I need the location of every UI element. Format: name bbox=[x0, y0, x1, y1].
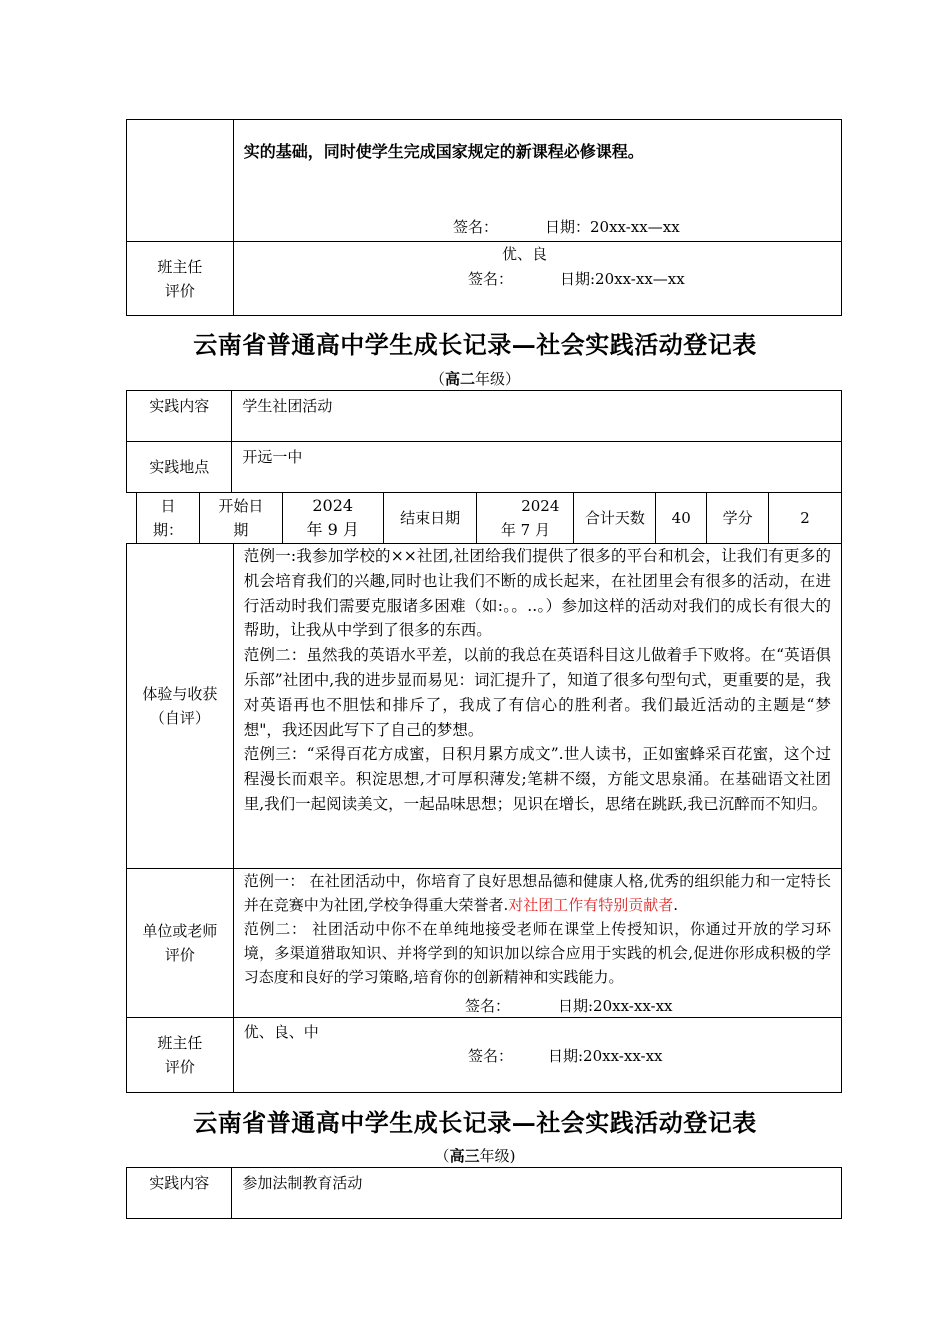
practice-location-label: 实践地点 bbox=[127, 442, 232, 493]
class-teacher-signature-label: 签名： bbox=[468, 270, 514, 288]
signature-label: 签名： bbox=[453, 218, 499, 236]
unit-eval-label bbox=[127, 869, 234, 1018]
experience-example-3: 范例三：“采得百花方成蜜，日积月累方成文”.世人读书，正如蜜蜂采百花蜜，这个过程漫长而艰辛。积淀思想,才可厚积薄发;笔耕不缀，方能文思泉涌。在基础语文社团里,我们一起阅读美文，一起品味思想；见识在增长，思绪在跳跃,我已沉醉而不知归。 bbox=[243, 745, 831, 813]
head-teacher-signature-label: 签名： bbox=[468, 1047, 514, 1065]
date-text: 日期：20xx-xx—xx bbox=[545, 218, 680, 236]
practice-content-label: 实践内容 bbox=[127, 391, 232, 442]
unit-eval-example-1-end: . bbox=[673, 896, 679, 914]
unit-eval-content bbox=[233, 869, 841, 1018]
experience-label-line2: （自评） bbox=[149, 709, 210, 727]
end-date-value bbox=[477, 493, 574, 544]
total-days-label: 合计天数 bbox=[574, 493, 656, 544]
date-row-table bbox=[136, 492, 842, 544]
class-teacher-grade: 优、良 bbox=[502, 245, 548, 263]
unit-eval-highlight: 对社团工作有特别贡献者 bbox=[508, 896, 674, 914]
experience-content bbox=[233, 544, 841, 869]
start-date-label-line2: 期 bbox=[233, 521, 249, 539]
practice-info-table bbox=[126, 390, 842, 493]
credit-label: 学分 bbox=[707, 493, 769, 544]
credit-value: 2 bbox=[769, 493, 842, 544]
grade-open-paren: （ bbox=[429, 370, 445, 388]
practice-content-label-grade-3: 实践内容 bbox=[127, 1168, 232, 1219]
unit-date-text: 日期:20xx-xx-xx bbox=[558, 997, 673, 1015]
start-month: 年 9 月 bbox=[306, 520, 359, 539]
class-teacher-label-line1: 班主任 bbox=[157, 257, 203, 276]
start-year: 2024 bbox=[312, 496, 354, 515]
grade-3-suffix: 年级) bbox=[479, 1147, 516, 1165]
grade-3-name: 高三 bbox=[449, 1147, 480, 1165]
grade-name: 高二 bbox=[444, 370, 475, 388]
unit-eval-example-2: 范例二： 社团活动中你不在单纯地接受老师在课堂上传授知识，你通过开放的学习环境，多渠道猎取知识、并将学到的知识加以综合应用于实践的机会,促进你形成积极的学习态度和良好的学习策略,培育你的创新精神和实践能力。 bbox=[243, 920, 831, 986]
date-label bbox=[137, 493, 200, 544]
unit-eval-label-line1: 单位或老师 bbox=[142, 922, 218, 940]
practice-info-table-grade-3 bbox=[126, 1167, 842, 1219]
unit-signature-label: 签名： bbox=[465, 997, 511, 1015]
practice-content-value: 学生社团活动 bbox=[232, 391, 842, 442]
experience-label bbox=[127, 544, 234, 869]
grade-3-open-paren: （ bbox=[434, 1147, 450, 1165]
continuation-content-cell bbox=[233, 120, 841, 242]
form-title-grade-3: 云南省普通高中学生成长记录—社会实践活动登记表 bbox=[193, 1108, 757, 1137]
unit-eval-example-1-text: 范例一： 在社团活动中，你培育了良好思想品德和健康人格,优秀的组织能力和一定特长并在竞赛中为社团,学校争得重大荣誉者. bbox=[243, 872, 831, 914]
experience-example-2: 范例二：虽然我的英语水平差，以前的我总在英语科目这儿做着手下败将。在“英语俱乐部”社团中,我的进步显而易见：词汇提升了，知道了很多句型句式，更重要的是，我对英语再也不胆怯和排斥了，我成了有信心的胜利者。我们最近活动的主题是“梦想"，我还因此写下了自己的梦想。 bbox=[243, 646, 831, 739]
grade-suffix: 年级） bbox=[475, 370, 521, 388]
unit-eval-example-1 bbox=[234, 869, 841, 917]
date-label-line2: 期： bbox=[152, 521, 183, 539]
form-title-grade-2: 云南省普通高中学生成长记录—社会实践活动登记表 bbox=[193, 330, 757, 359]
head-teacher-label-line2: 评价 bbox=[164, 1058, 195, 1076]
head-teacher-label bbox=[127, 1018, 234, 1093]
total-days-value: 40 bbox=[656, 493, 707, 544]
head-teacher-label-line1: 班主任 bbox=[157, 1034, 203, 1052]
end-month: 年 7 月 bbox=[500, 521, 550, 539]
practice-location-value: 开远一中 bbox=[232, 442, 842, 493]
end-date-label: 结束日期 bbox=[383, 493, 477, 544]
head-teacher-grade: 优、良、中 bbox=[233, 1018, 841, 1093]
class-teacher-label-line2: 评价 bbox=[164, 281, 195, 300]
end-year: 2024 bbox=[521, 497, 560, 515]
practice-content-value-grade-3: 参加法制教育活动 bbox=[232, 1168, 842, 1219]
class-teacher-date: 日期:20xx-xx—xx bbox=[560, 270, 685, 288]
grade-subtitle-3 bbox=[0, 1145, 950, 1166]
head-teacher-date: 日期:20xx-xx-xx bbox=[548, 1047, 663, 1065]
unit-eval-label-line2: 评价 bbox=[164, 946, 195, 964]
start-date-value bbox=[282, 493, 383, 544]
continuation-text: 实的基础，同时使学生完成国家规定的新课程必修课程。 bbox=[243, 142, 644, 161]
continuation-label-cell bbox=[127, 120, 234, 242]
experience-example-1: 范例一:我参加学校的××社团,社团给我们提供了很多的平台和机会，让我们有更多的机会培育我们的兴趣,同时也让我们不断的成长起来，在社团里会有很多的活动，在进行活动时我们需要克服诸多困难（如:。。..。）参加这样的活动对我们的成长有很大的帮助，让我从中学到了很多的东西。 bbox=[243, 547, 831, 640]
start-date-label bbox=[199, 493, 282, 544]
experience-label-line1: 体验与收获 bbox=[142, 685, 218, 703]
date-label-line1: 日 bbox=[160, 497, 176, 515]
class-teacher-label bbox=[127, 242, 234, 316]
grade-subtitle-2 bbox=[0, 368, 950, 389]
start-date-label-line1: 开始日 bbox=[218, 497, 264, 515]
